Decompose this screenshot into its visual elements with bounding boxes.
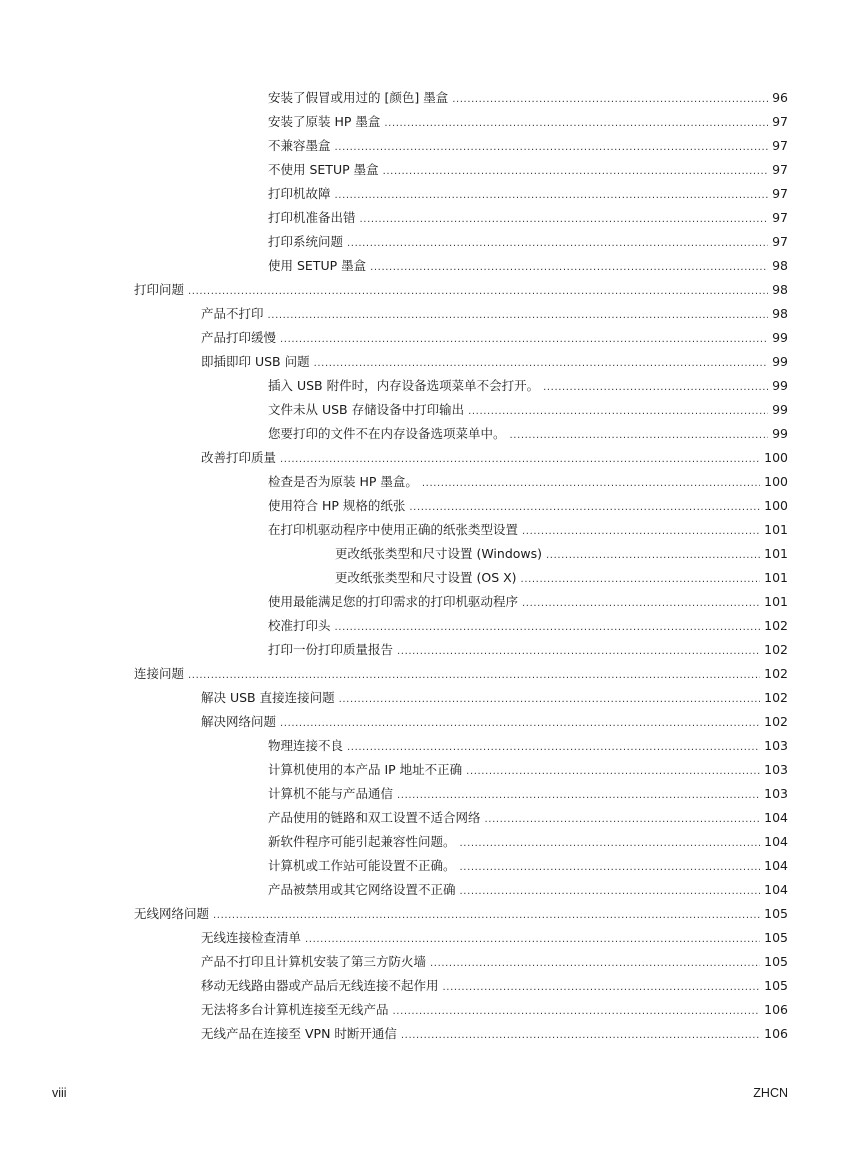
- toc-entry[interactable]: [268, 518, 788, 542]
- toc-entry-title: 产品被禁用或其它网络设置不正确: [268, 882, 456, 897]
- toc-entry[interactable]: [268, 806, 788, 830]
- toc-entry-title: 在打印机驱动程序中使用正确的纸张类型设置: [268, 522, 519, 537]
- toc-entry[interactable]: [201, 710, 788, 734]
- toc-entry-page: 105: [764, 978, 788, 993]
- toc-entry-page: 101: [764, 570, 788, 585]
- toc-entry[interactable]: [268, 614, 788, 638]
- toc-entry-title: 移动无线路由器或产品后无线连接不起作用: [201, 978, 439, 993]
- toc-entry-title: 校准打印头: [268, 618, 331, 633]
- toc-entry-page: 100: [764, 498, 788, 513]
- toc-dot-leader: [468, 400, 768, 424]
- toc-entry-title: 插入 USB 附件时，内存设备选项菜单不会打开。: [268, 378, 540, 393]
- toc-entry-page: 96: [772, 90, 788, 105]
- toc-entry-title: 打印系统问题: [268, 234, 344, 249]
- toc-entry[interactable]: [268, 86, 788, 110]
- toc-entry-page: 97: [772, 234, 788, 249]
- toc-dot-leader: [305, 928, 760, 952]
- toc-entry[interactable]: [268, 830, 788, 854]
- toc-entry[interactable]: [201, 302, 788, 326]
- toc-entry-page: 103: [764, 762, 788, 777]
- toc-entry[interactable]: [201, 926, 788, 950]
- toc-entry[interactable]: [201, 974, 788, 998]
- toc-dot-leader: [422, 472, 760, 496]
- toc-entry-title: 更改纸张类型和尺寸设置 (OS X): [335, 570, 517, 585]
- toc-entry-title: 安装了原装 HP 墨盒: [268, 114, 381, 129]
- toc-entry-title: 打印机故障: [268, 186, 331, 201]
- toc-entry[interactable]: [201, 998, 788, 1022]
- toc-entry[interactable]: [201, 446, 788, 470]
- toc-entry[interactable]: [268, 854, 788, 878]
- toc-entry[interactable]: [268, 638, 788, 662]
- toc-entry-page: 97: [772, 114, 788, 129]
- toc-entry-page: 97: [772, 138, 788, 153]
- toc-entry-title: 计算机不能与产品通信: [268, 786, 394, 801]
- toc-entry-title: 打印一份打印质量报告: [268, 642, 394, 657]
- toc-entry-page: 102: [764, 666, 788, 681]
- toc-entry[interactable]: [268, 590, 788, 614]
- toc-entry-page: 105: [764, 954, 788, 969]
- toc-entry[interactable]: [134, 662, 788, 686]
- toc-entry-page: 102: [764, 642, 788, 657]
- toc-dot-leader: [521, 568, 761, 592]
- toc-entry[interactable]: [268, 206, 788, 230]
- toc-entry-page: 98: [772, 282, 788, 297]
- toc-entry-title: 无法将多台计算机连接至无线产品: [201, 1002, 389, 1017]
- toc-entry-page: 103: [764, 786, 788, 801]
- toc-entry-title: 无线连接检查清单: [201, 930, 302, 945]
- toc-entry[interactable]: [268, 230, 788, 254]
- toc-entry[interactable]: [268, 110, 788, 134]
- toc-entry-page: 105: [764, 930, 788, 945]
- toc-entry-page: 98: [772, 306, 788, 321]
- toc-dot-leader: [397, 784, 760, 808]
- toc-entry-page: 99: [772, 426, 788, 441]
- toc-entry[interactable]: [201, 326, 788, 350]
- toc-entry-title: 使用最能满足您的打印需求的打印机驱动程序: [268, 594, 519, 609]
- toc-entry-title: 计算机或工作站可能设置不正确。: [268, 858, 456, 873]
- toc-dot-leader: [339, 688, 761, 712]
- toc-entry[interactable]: [268, 182, 788, 206]
- toc-entry-page: 101: [764, 594, 788, 609]
- toc-entry-page: 97: [772, 162, 788, 177]
- toc-entry-title: 解决网络问题: [201, 714, 277, 729]
- toc-dot-leader: [314, 352, 768, 376]
- toc-entry-title: 连接问题: [134, 666, 185, 681]
- toc-entry-title: 物理连接不良: [268, 738, 344, 753]
- toc-entry-page: 102: [764, 690, 788, 705]
- toc-dot-leader: [393, 1000, 761, 1024]
- toc-entry[interactable]: [268, 374, 788, 398]
- toc-entry-page: 102: [764, 618, 788, 633]
- toc-dot-leader: [522, 592, 760, 616]
- toc-dot-leader: [384, 112, 768, 136]
- toc-entry[interactable]: [268, 134, 788, 158]
- toc-dot-leader: [280, 712, 760, 736]
- toc-entry-title: 新软件程序可能引起兼容性问题。: [268, 834, 456, 849]
- toc-entry[interactable]: [134, 278, 788, 302]
- toc-dot-leader: [409, 496, 760, 520]
- toc-entry[interactable]: [268, 398, 788, 422]
- toc-dot-leader: [188, 280, 768, 304]
- toc-entry-title: 不使用 SETUP 墨盒: [268, 162, 379, 177]
- toc-entry[interactable]: [268, 254, 788, 278]
- toc-entry-title: 改善打印质量: [201, 450, 277, 465]
- toc-dot-leader: [510, 424, 769, 448]
- toc-entry[interactable]: [268, 158, 788, 182]
- toc-dot-leader: [460, 880, 761, 904]
- toc-dot-leader: [485, 808, 761, 832]
- toc-entry[interactable]: [201, 686, 788, 710]
- toc-dot-leader: [443, 976, 761, 1000]
- footer-page-number: viii: [52, 1086, 67, 1100]
- toc-entry[interactable]: [268, 470, 788, 494]
- toc-dot-leader: [188, 664, 760, 688]
- toc-entry-title: 使用 SETUP 墨盒: [268, 258, 367, 273]
- toc-dot-leader: [280, 328, 768, 352]
- footer-locale: ZHCN: [753, 1086, 788, 1100]
- toc-entry-title: 打印问题: [134, 282, 185, 297]
- toc-dot-leader: [401, 1024, 760, 1048]
- toc-dot-leader: [370, 256, 768, 280]
- toc-entry[interactable]: [201, 950, 788, 974]
- toc-entry-title: 解决 USB 直接连接问题: [201, 690, 335, 705]
- toc-entry[interactable]: [268, 494, 788, 518]
- toc-entry-title: 产品不打印且计算机安装了第三方防火墙: [201, 954, 427, 969]
- toc-dot-leader: [280, 448, 760, 472]
- toc-dot-leader: [335, 616, 761, 640]
- toc-entry-page: 97: [772, 210, 788, 225]
- toc-entry-title: 不兼容墨盒: [268, 138, 331, 153]
- toc-entry-title: 产品打印缓慢: [201, 330, 277, 345]
- toc-entry-page: 105: [764, 906, 788, 921]
- toc-entry-title: 打印机准备出错: [268, 210, 356, 225]
- toc-entry-page: 100: [764, 450, 788, 465]
- toc-dot-leader: [347, 736, 760, 760]
- toc-entry-title: 产品使用的链路和双工设置不适合网络: [268, 810, 481, 825]
- toc-dot-leader: [335, 184, 769, 208]
- toc-dot-leader: [460, 832, 761, 856]
- toc-entry[interactable]: [268, 758, 788, 782]
- toc-entry-page: 104: [764, 858, 788, 873]
- toc-dot-leader: [397, 640, 760, 664]
- toc-entry[interactable]: [335, 566, 788, 590]
- toc-entry-page: 101: [764, 522, 788, 537]
- toc-entry-page: 99: [772, 402, 788, 417]
- toc-entry[interactable]: [201, 1022, 788, 1046]
- toc-entry-page: 97: [772, 186, 788, 201]
- toc-dot-leader: [335, 136, 769, 160]
- toc-entry-title: 计算机使用的本产品 IP 地址不正确: [268, 762, 463, 777]
- toc-entry-page: 98: [772, 258, 788, 273]
- toc-entry-page: 99: [772, 330, 788, 345]
- toc-entry[interactable]: [268, 734, 788, 758]
- toc-entry-title: 检查是否为原装 HP 墨盒。: [268, 474, 418, 489]
- toc-entry[interactable]: [268, 878, 788, 902]
- toc-entry-page: 100: [764, 474, 788, 489]
- toc-entry[interactable]: [201, 350, 788, 374]
- toc-dot-leader: [522, 520, 760, 544]
- toc-entry-title: 即插即印 USB 问题: [201, 354, 310, 369]
- toc-dot-leader: [460, 856, 761, 880]
- toc-entry[interactable]: [268, 782, 788, 806]
- toc-entry[interactable]: [268, 422, 788, 446]
- toc-entry-title: 您要打印的文件不在内存设备选项菜单中。: [268, 426, 506, 441]
- toc-dot-leader: [543, 376, 768, 400]
- toc-entry-page: 104: [764, 810, 788, 825]
- toc-dot-leader: [452, 88, 768, 112]
- toc-entry-title: 更改纸张类型和尺寸设置 (Windows): [335, 546, 543, 561]
- toc-entry-title: 文件未从 USB 存储设备中打印输出: [268, 402, 465, 417]
- toc-dot-leader: [430, 952, 760, 976]
- toc-entry-page: 104: [764, 882, 788, 897]
- toc-dot-leader: [360, 208, 769, 232]
- toc-entry-page: 106: [764, 1026, 788, 1041]
- toc-entry-title: 无线网络问题: [134, 906, 210, 921]
- toc-entry-title: 安装了假冒或用过的 [颜色] 墨盒: [268, 90, 449, 105]
- toc-entry-page: 103: [764, 738, 788, 753]
- toc-dot-leader: [268, 304, 769, 328]
- toc-entry-page: 102: [764, 714, 788, 729]
- toc-entry-page: 101: [764, 546, 788, 561]
- toc-dot-leader: [383, 160, 768, 184]
- toc-entry-page: 99: [772, 378, 788, 393]
- toc-entry-page: 106: [764, 1002, 788, 1017]
- toc-dot-leader: [466, 760, 760, 784]
- toc-entry-page: 104: [764, 834, 788, 849]
- toc-entry[interactable]: [134, 902, 788, 926]
- toc-dot-leader: [347, 232, 768, 256]
- toc-entry-title: 产品不打印: [201, 306, 264, 321]
- toc-entry-page: 99: [772, 354, 788, 369]
- toc-dot-leader: [213, 904, 760, 928]
- toc-entry-title: 无线产品在连接至 VPN 时断开通信: [201, 1026, 397, 1041]
- toc-dot-leader: [546, 544, 760, 568]
- toc-entry-title: 使用符合 HP 规格的纸张: [268, 498, 406, 513]
- toc-entry[interactable]: [335, 542, 788, 566]
